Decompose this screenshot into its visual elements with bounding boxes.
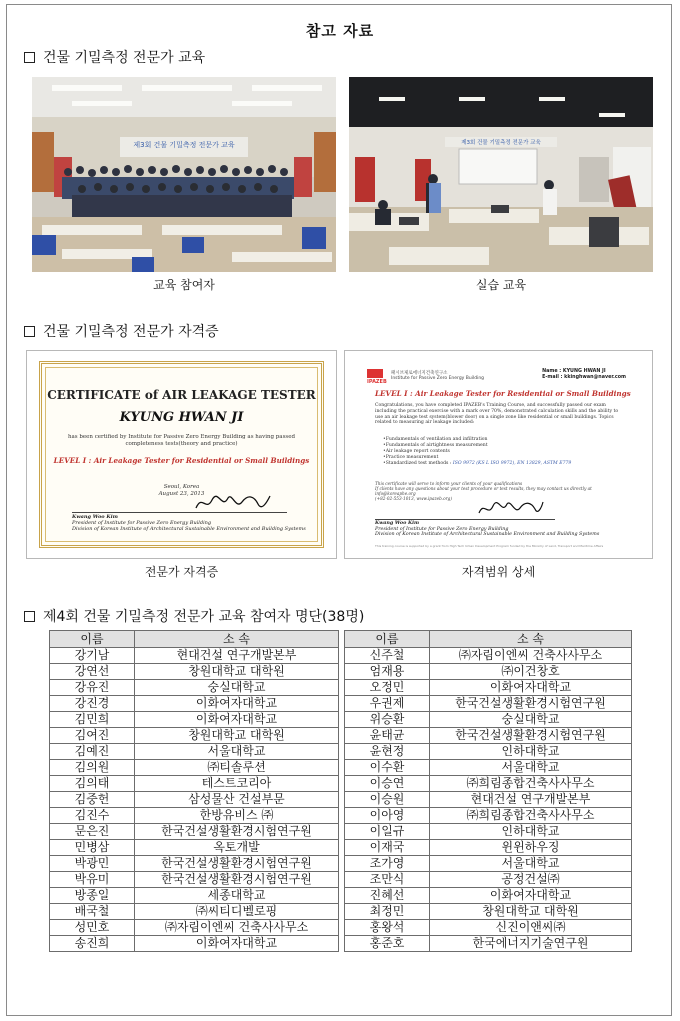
table-row <box>50 872 339 888</box>
certificate-detail-body: Congratulations, you have completed IPAZEB's Training Course, and successfully passed our exam including the practical exercise with a mark over 70%, demonstrated calculation skills and the ability to use an air leakage test system(blower door) on a single zone like residential or small buildings. Topics related to measuring air leakage included: <box>375 403 619 426</box>
table-row <box>345 824 632 840</box>
section-heading-certificate <box>24 321 219 341</box>
section-heading-text: 건물 기밀측정 전문가 자격증 <box>43 324 219 340</box>
standards-value: ISO 9972 (KS L ISO 9972), EN 13829, ASTM E779 <box>452 461 572 466</box>
participant-name: 방종일 <box>50 888 135 904</box>
participant-affiliation: 이화여자대학교 <box>430 888 632 904</box>
participant-name: 우권제 <box>345 696 430 712</box>
section-heading-roster <box>24 606 364 626</box>
table-row <box>345 696 632 712</box>
participant-affiliation: ㈜티솔루션 <box>135 760 339 776</box>
table-row <box>345 840 632 856</box>
certificate-level: LEVEL I : Air Leakage Tester for Residential or Small Buildings <box>53 456 310 465</box>
checkbox-icon <box>24 326 35 337</box>
participant-affiliation: 서울대학교 <box>430 760 632 776</box>
section-heading-text: 건물 기밀측정 전문가 교육 <box>43 50 206 66</box>
participant-name: 문은진 <box>50 824 135 840</box>
participant-name: 김예진 <box>50 744 135 760</box>
participant-affiliation: 창원대학교 대학원 <box>430 904 632 920</box>
table-row <box>50 728 339 744</box>
org-name-en: Institute for Passive Zero Energy Building <box>391 376 485 381</box>
table-row <box>345 936 632 952</box>
signature-icon <box>192 490 272 514</box>
participant-name: 조가영 <box>345 856 430 872</box>
signature-line <box>72 512 287 513</box>
participant-name: 배국철 <box>50 904 135 920</box>
participant-name: 송진희 <box>50 936 135 952</box>
participant-name: 이아영 <box>345 808 430 824</box>
participant-name: 이승연 <box>345 776 430 792</box>
participant-affiliation: 신진이앤씨㈜ <box>430 920 632 936</box>
participant-affiliation: 서울대학교 <box>135 744 339 760</box>
certificate-holder-name: KYUNG HWAN JI <box>119 410 244 425</box>
recipient-email: E-mail : kkinghwan@naver.com <box>542 375 626 380</box>
topic-item: • Practice measurement <box>383 455 571 461</box>
table-row <box>50 648 339 664</box>
participant-affiliation: 공정건설㈜ <box>430 872 632 888</box>
certificate-signer-block <box>72 514 306 532</box>
participant-name: 위승환 <box>345 712 430 728</box>
participant-name: 박광민 <box>50 856 135 872</box>
ipazeb-logo <box>367 369 386 378</box>
section-heading-text: 제4회 건물 기밀측정 전문가 교육 참여자 명단(38명) <box>43 609 365 625</box>
column-header-name: 이름 <box>50 631 135 648</box>
table-row <box>345 808 632 824</box>
certificate-detail-signer-block <box>375 521 599 538</box>
participant-name: 이수환 <box>345 760 430 776</box>
note-line: (+82-02-553-1013, www.ipazeb.org) <box>375 496 452 501</box>
participant-name: 김중헌 <box>50 792 135 808</box>
table-row <box>50 696 339 712</box>
column-header-affiliation: 소 속 <box>430 631 632 648</box>
participant-name: 오정민 <box>345 680 430 696</box>
photo-participants <box>32 77 336 272</box>
participant-name: 홍준호 <box>345 936 430 952</box>
participant-affiliation: 이화여자대학교 <box>135 696 339 712</box>
certificate-signer: Kwang Woo Kim <box>72 514 118 520</box>
certificate-place: Seoul, Korea <box>163 484 200 490</box>
table-row <box>345 872 632 888</box>
table-row <box>50 712 339 728</box>
org-name-ko: 패시브제로에너지건축연구소 <box>391 371 448 376</box>
participant-name: 김의원 <box>50 760 135 776</box>
note-line: If clients have any questions about your test procedure or test results, they may contact us directly at info@koreaphe.org <box>375 486 592 496</box>
note-line: This certificate will serve to inform your clients of your qualifications <box>375 481 523 486</box>
table-header-row <box>50 631 339 648</box>
participant-affiliation: 현대건설 연구개발본부 <box>135 648 339 664</box>
table-row <box>345 712 632 728</box>
table-row <box>50 808 339 824</box>
certificate-date: August 23, 2013 <box>158 491 205 497</box>
certificate-signer-title2: Division of Korean Institute of Architectural Sustainable Environment and Building Systems <box>72 526 306 532</box>
certificate-detail-signer: Kwang Woo Kim <box>375 520 420 526</box>
certificate-title: CERTIFICATE of AIR LEAKAGE TESTER <box>47 388 316 402</box>
recipient-name: Name : KYUNG HWAN JI <box>542 369 606 374</box>
participant-name: 강유진 <box>50 680 135 696</box>
certificate-place-date <box>42 484 321 498</box>
signature-icon <box>475 497 545 519</box>
logo-mark-icon <box>367 369 383 378</box>
participant-name: 김의태 <box>50 776 135 792</box>
participant-affiliation: 윈윈하우징 <box>430 840 632 856</box>
table-row <box>345 888 632 904</box>
table-row <box>50 824 339 840</box>
table-row <box>50 744 339 760</box>
participant-name: 최정민 <box>345 904 430 920</box>
participant-affiliation: 테스트코리아 <box>135 776 339 792</box>
topics-list <box>383 437 571 467</box>
participant-affiliation: ㈜희림종합건축사사무소 <box>430 776 632 792</box>
participant-affiliation: 창원대학교 대학원 <box>135 728 339 744</box>
table-row <box>345 760 632 776</box>
certificate-detail-level: LEVEL I : Air Leakage Tester for Residential or Small Buildings <box>375 389 631 398</box>
participant-name: 윤태균 <box>345 728 430 744</box>
photo-banner-text: 제3회 건물 기밀측정 전문가 교육 <box>133 141 235 149</box>
participant-name: 민병삼 <box>50 840 135 856</box>
recipient-info <box>542 369 626 381</box>
participant-affiliation: 한국건설생활환경시험연구원 <box>135 856 339 872</box>
participant-affiliation: 창원대학교 대학원 <box>135 664 339 680</box>
certificate-detail-signer-title1: President of Institute for Passive Zero Energy Building <box>375 526 509 532</box>
participant-affiliation: 인하대학교 <box>430 744 632 760</box>
table-row <box>50 920 339 936</box>
table-row <box>345 792 632 808</box>
table-row <box>345 920 632 936</box>
table-row <box>50 664 339 680</box>
certificate-caption: 전문가 자격증 <box>144 565 219 579</box>
photo-banner-text: 제3회 건물 기밀측정 전문가 교육 <box>461 140 541 146</box>
participant-name: 엄재용 <box>345 664 430 680</box>
table-row <box>345 776 632 792</box>
participant-name: 김민희 <box>50 712 135 728</box>
table-row <box>50 776 339 792</box>
table-row <box>345 664 632 680</box>
participant-affiliation: ㈜자림이엔씨 건축사사무소 <box>430 648 632 664</box>
table-row <box>50 856 339 872</box>
table-row <box>50 936 339 952</box>
participant-affiliation: 이화여자대학교 <box>135 712 339 728</box>
participant-affiliation: 한국건설생활환경시험연구원 <box>430 696 632 712</box>
certificate-border <box>39 361 324 548</box>
participant-affiliation: 현대건설 연구개발본부 <box>430 792 632 808</box>
table-row <box>50 904 339 920</box>
table-row <box>50 792 339 808</box>
participant-name: 진혜선 <box>345 888 430 904</box>
participant-name: 윤현정 <box>345 744 430 760</box>
table-row <box>50 840 339 856</box>
participant-name: 강기남 <box>50 648 135 664</box>
org-name <box>391 371 484 381</box>
photo-caption-participants: 교육 참여자 <box>153 278 215 292</box>
participant-affiliation: 한방유비스 ㈜ <box>135 808 339 824</box>
participant-affiliation: 한국건설생활환경시험연구원 <box>430 728 632 744</box>
checkbox-icon <box>24 52 35 63</box>
certificate-card <box>26 350 337 559</box>
participant-affiliation: 한국건설생활환경시험연구원 <box>135 872 339 888</box>
document-title: 참고 자료 <box>305 22 375 40</box>
roster-table-right <box>344 630 632 952</box>
participant-affiliation: 세종대학교 <box>135 888 339 904</box>
table-header-row <box>345 631 632 648</box>
participant-affiliation: 옥토개발 <box>135 840 339 856</box>
participant-affiliation: 삼성물산 건설부문 <box>135 792 339 808</box>
participant-name: 성민호 <box>50 920 135 936</box>
checkbox-icon <box>24 611 35 622</box>
participant-affiliation: ㈜이건창호 <box>430 664 632 680</box>
certificate-signer-title1: President of Institute for Passive Zero Energy Building <box>72 520 212 526</box>
participant-name: 조만식 <box>345 872 430 888</box>
participant-name: 홍왕석 <box>345 920 430 936</box>
table-row <box>345 728 632 744</box>
table-row <box>345 680 632 696</box>
participant-name: 신주철 <box>345 648 430 664</box>
participant-affiliation: ㈜자림이엔씨 건축사사무소 <box>135 920 339 936</box>
table-row <box>345 856 632 872</box>
table-row <box>345 904 632 920</box>
participant-affiliation: 서울대학교 <box>430 856 632 872</box>
column-header-affiliation: 소 속 <box>135 631 339 648</box>
participant-affiliation: 한국건설생활환경시험연구원 <box>135 824 339 840</box>
standards-label: Standardized test methods : <box>385 461 452 466</box>
participant-name: 김여진 <box>50 728 135 744</box>
photo-caption-practice: 실습 교육 <box>475 278 527 292</box>
participant-affiliation: 인하대학교 <box>430 824 632 840</box>
participant-name: 강연선 <box>50 664 135 680</box>
certificate-body: has been certified by Institute for Passive Zero Energy Building as having passed completeness tests(theory and practice) <box>67 434 295 447</box>
participant-affiliation: 한국에너지기술연구원 <box>430 936 632 952</box>
photo-practice <box>349 77 653 272</box>
participant-name: 이일규 <box>345 824 430 840</box>
topic-item: • Fundamentals of ventilation and infiltration <box>383 437 571 443</box>
topic-item-standards <box>383 461 571 467</box>
table-row <box>345 648 632 664</box>
participant-affiliation: 이화여자대학교 <box>430 680 632 696</box>
topic-item: • Fundamentals of airtightness measurement <box>383 443 571 449</box>
participant-name: 이승원 <box>345 792 430 808</box>
table-row <box>50 888 339 904</box>
table-row <box>345 744 632 760</box>
certificate-footer: This training course is supported by a grant from High Tech Urban Development Program funded by the Ministry of Land, Transport and Maritime Affairs <box>375 544 604 548</box>
section-heading-training <box>24 47 205 67</box>
participant-affiliation: 이화여자대학교 <box>135 936 339 952</box>
participant-name: 이재국 <box>345 840 430 856</box>
participant-name: 박유미 <box>50 872 135 888</box>
certificate-detail-caption: 자격범위 상세 <box>461 565 536 579</box>
roster-table-left <box>49 630 339 952</box>
table-row <box>50 680 339 696</box>
certificate-detail-card <box>344 350 653 559</box>
participant-affiliation: 숭실대학교 <box>135 680 339 696</box>
participant-name: 김진수 <box>50 808 135 824</box>
certificate-detail-signer-title2: Division of Korean Institute of Architectural Sustainable Environment and Building Systems <box>375 532 600 538</box>
participant-name: 강진경 <box>50 696 135 712</box>
table-row <box>50 760 339 776</box>
column-header-name: 이름 <box>345 631 430 648</box>
participant-affiliation: ㈜희림종합건축사사무소 <box>430 808 632 824</box>
participant-affiliation: 숭실대학교 <box>430 712 632 728</box>
topic-item: • Air leakage report contents <box>383 449 571 455</box>
certificate-detail-sheet <box>357 359 640 550</box>
participant-affiliation: ㈜씨티디벨로핑 <box>135 904 339 920</box>
logo-text: IPAZEB <box>367 379 387 385</box>
